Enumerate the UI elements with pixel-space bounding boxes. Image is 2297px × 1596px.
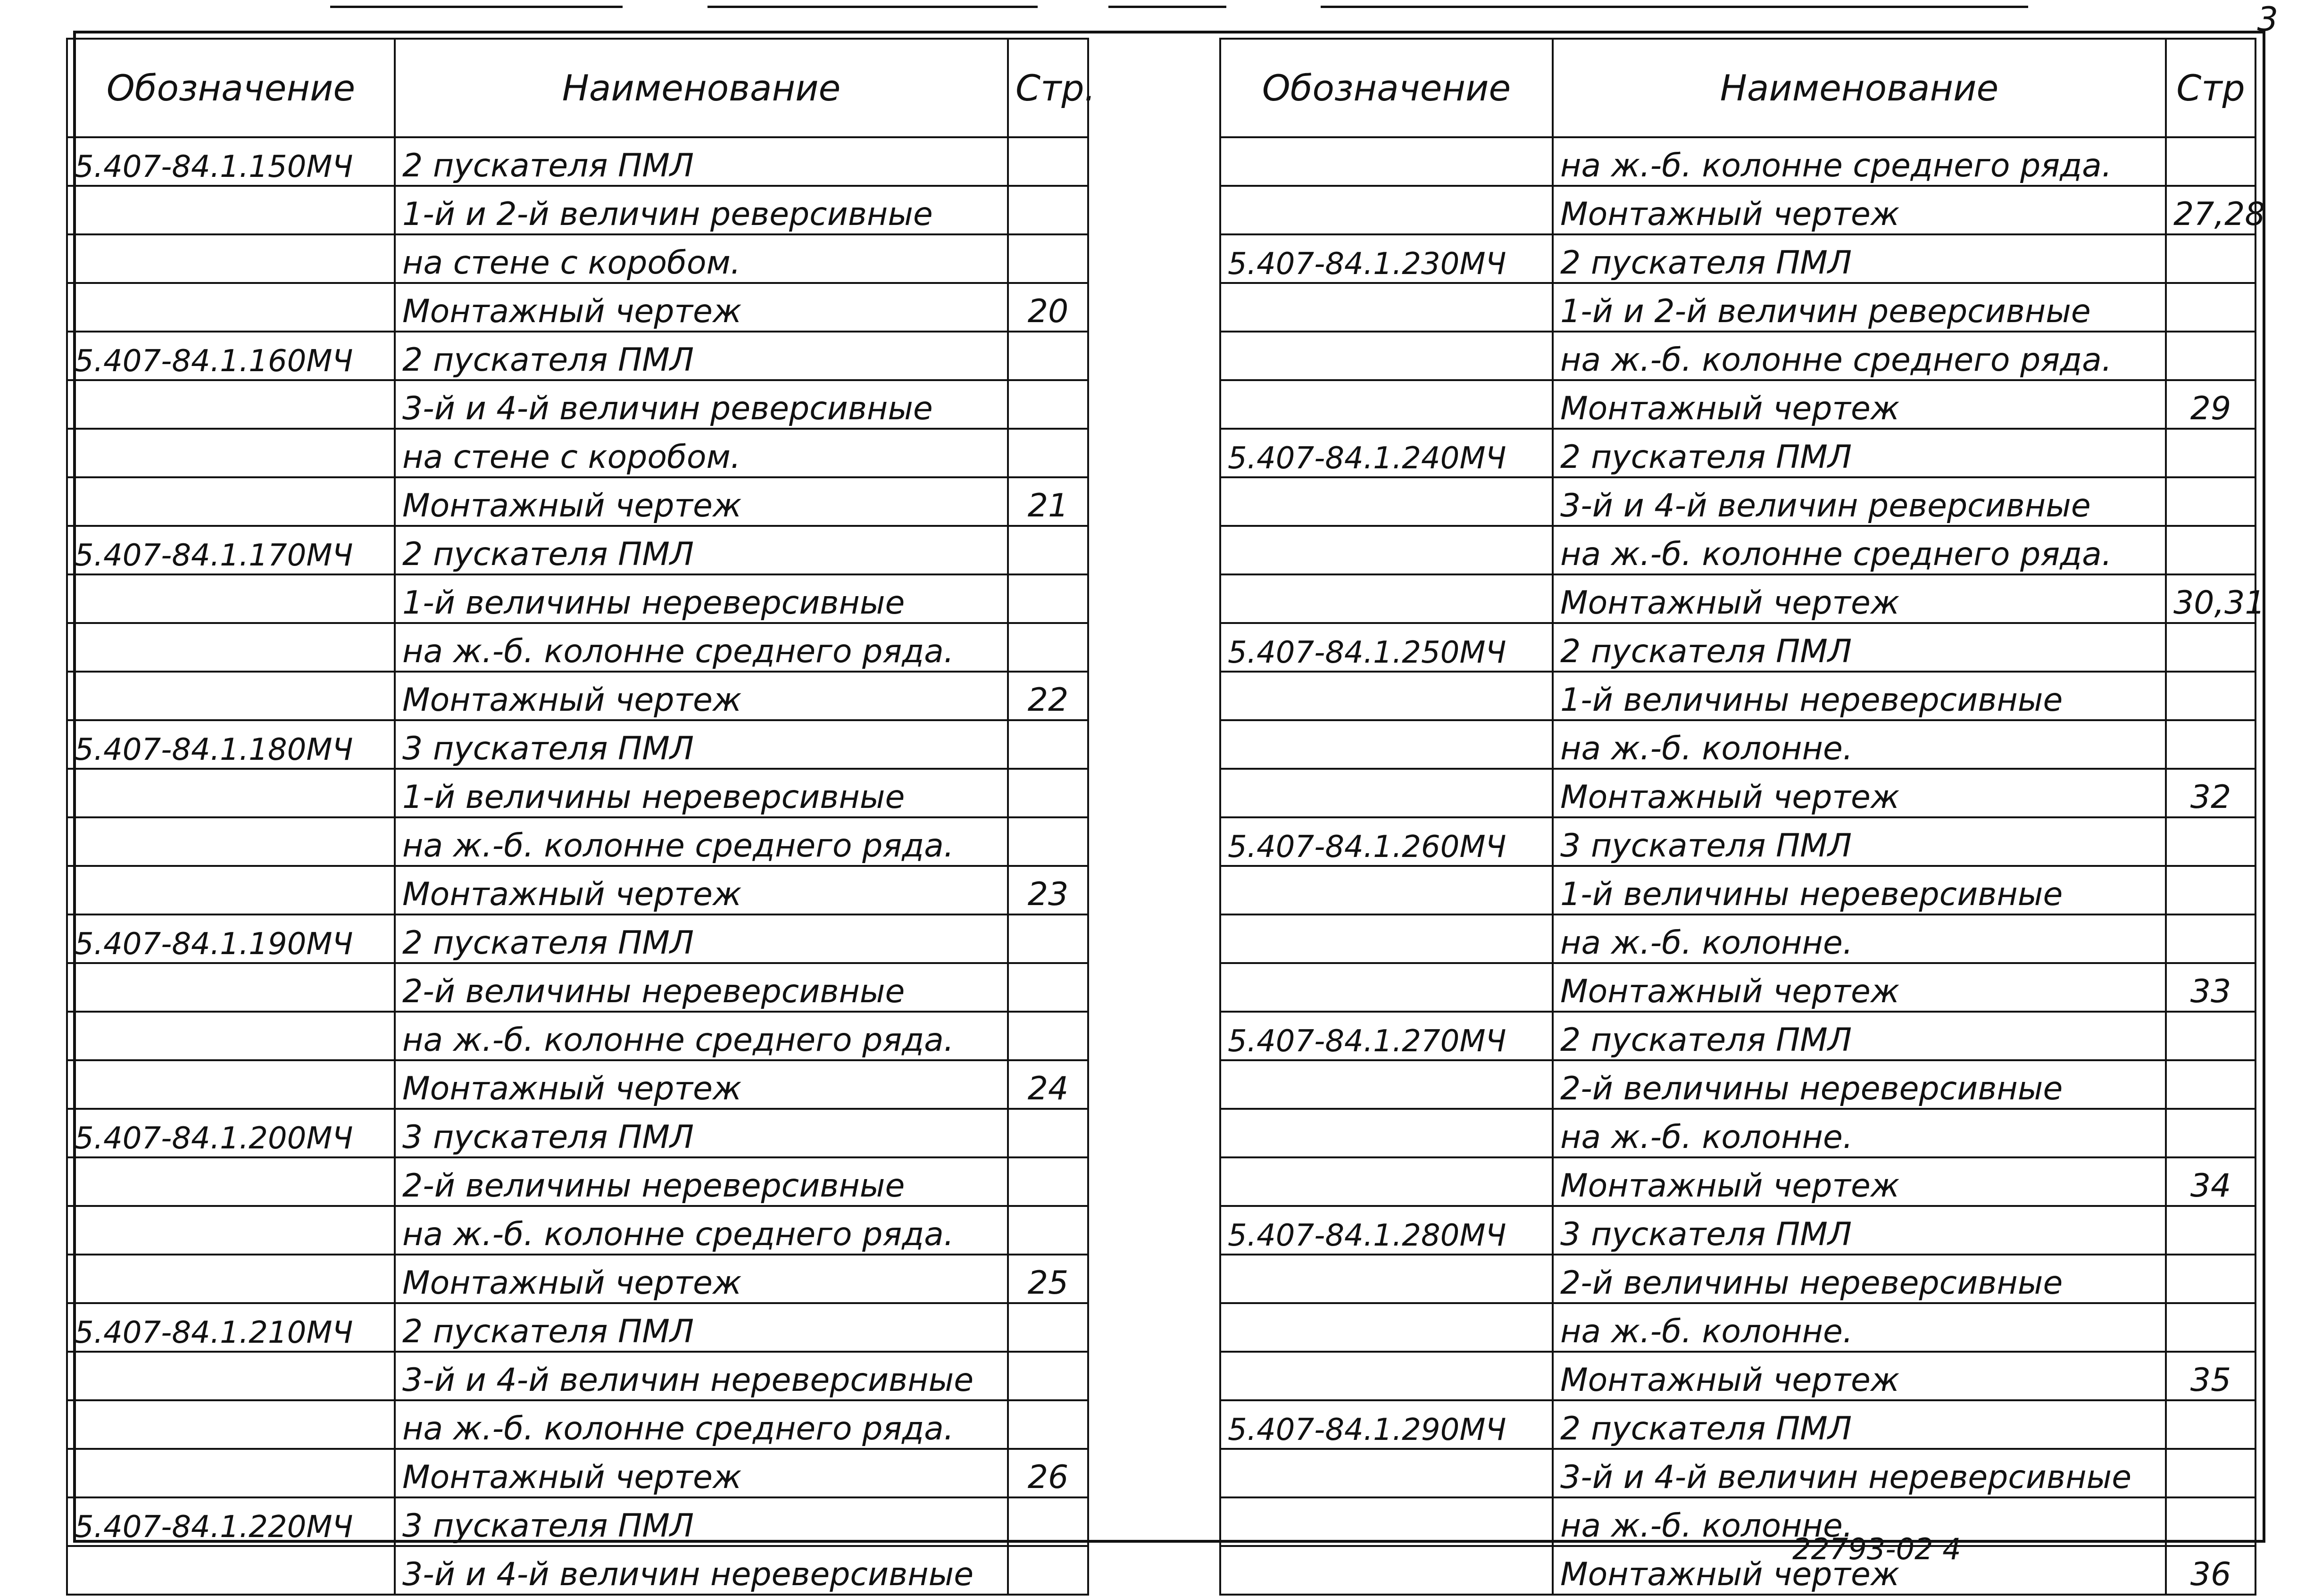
table-row: [1220, 1206, 2255, 1255]
table-row: [1220, 1449, 2255, 1497]
top-rule: [330, 6, 623, 8]
table-row: [1220, 866, 2255, 914]
table-row: [67, 1157, 1088, 1206]
table-row: [1220, 283, 2255, 332]
table-row: [1220, 672, 2255, 720]
designation-cell: [1220, 137, 1553, 186]
name-cell: 2 пускателя ПМЛ: [395, 1303, 1008, 1352]
page-cell: [2166, 1449, 2255, 1497]
designation-cell: 5.407-84.1.190МЧ: [67, 914, 395, 963]
table-row: [1220, 332, 2255, 380]
page-cell: [2166, 283, 2255, 332]
designation-cell: [1220, 186, 1553, 234]
page-cell: [1008, 186, 1088, 234]
table-row: [67, 137, 1088, 186]
designation-cell: [1220, 526, 1553, 574]
designation-cell: [67, 1255, 395, 1303]
page-cell: [1008, 1352, 1088, 1400]
name-cell: на ж.-б. колонне среднего ряда.: [1553, 137, 2166, 186]
name-cell: на ж.-б. колонне.: [1553, 1497, 2166, 1546]
name-column-header: Наименование: [1553, 39, 2166, 137]
name-cell: на стене с коробом.: [395, 429, 1008, 477]
designation-cell: 5.407-84.1.170МЧ: [67, 526, 395, 574]
header-row: [1220, 39, 2255, 137]
name-cell: 1-й и 2-й величин реверсивные: [1553, 283, 2166, 332]
page-cell: 24: [1008, 1060, 1088, 1109]
page-cell: 36: [2166, 1546, 2255, 1595]
page-cell: [1008, 332, 1088, 380]
table-row: [1220, 380, 2255, 429]
name-cell: Монтажный чертеж: [1553, 1157, 2166, 1206]
page-cell: 34: [2166, 1157, 2255, 1206]
name-cell: на ж.-б. колонне среднего ряда.: [395, 1206, 1008, 1255]
name-cell: на ж.-б. колонне среднего ряда.: [1553, 332, 2166, 380]
table-row: [67, 769, 1088, 817]
page-cell: [1008, 380, 1088, 429]
designation-cell: 5.407-84.1.230МЧ: [1220, 234, 1553, 283]
sheet-number: 3: [2257, 0, 2278, 39]
table-row: [67, 283, 1088, 332]
designation-cell: 5.407-84.1.240МЧ: [1220, 429, 1553, 477]
table-row: [1220, 1255, 2255, 1303]
page-cell: [2166, 866, 2255, 914]
table-row: [1220, 574, 2255, 623]
page-cell: 35: [2166, 1352, 2255, 1400]
designation-cell: 5.407-84.1.200МЧ: [67, 1109, 395, 1157]
name-cell: Монтажный чертеж: [395, 1060, 1008, 1109]
table-row: [67, 623, 1088, 672]
page-cell: [2166, 1255, 2255, 1303]
page-cell: [2166, 234, 2255, 283]
designation-cell: [1220, 1303, 1553, 1352]
designation-cell: [1220, 574, 1553, 623]
designation-cell: [67, 1546, 395, 1595]
page-cell: [2166, 720, 2255, 769]
designation-cell: [1220, 769, 1553, 817]
page-cell: [1008, 914, 1088, 963]
table-row: [67, 574, 1088, 623]
table-row: [1220, 1400, 2255, 1449]
name-cell: 3-й и 4-й величин нереверсивные: [1553, 1449, 2166, 1497]
designation-cell: [67, 769, 395, 817]
name-cell: Монтажный чертеж: [395, 477, 1008, 526]
designation-cell: [1220, 1060, 1553, 1109]
designation-cell: [67, 283, 395, 332]
name-cell: на ж.-б. колонне.: [1553, 1109, 2166, 1157]
designation-cell: [67, 1060, 395, 1109]
designation-cell: [67, 1400, 395, 1449]
page-cell: [2166, 332, 2255, 380]
table-row: [1220, 1109, 2255, 1157]
table-row: [1220, 526, 2255, 574]
name-cell: на ж.-б. колонне среднего ряда.: [395, 1400, 1008, 1449]
table-row: [1220, 186, 2255, 234]
table-row: [1220, 720, 2255, 769]
page-cell: [2166, 1060, 2255, 1109]
page-cell: 29: [2166, 380, 2255, 429]
page-cell: 33: [2166, 963, 2255, 1012]
name-cell: на ж.-б. колонне.: [1553, 720, 2166, 769]
table-row: [67, 477, 1088, 526]
designation-cell: [1220, 1449, 1553, 1497]
name-cell: 1-й и 2-й величин реверсивные: [395, 186, 1008, 234]
designation-cell: [67, 623, 395, 672]
page-cell: [1008, 1400, 1088, 1449]
designation-cell: [67, 429, 395, 477]
table-row: [67, 817, 1088, 866]
page-cell: [1008, 1012, 1088, 1060]
page-cell: [2166, 477, 2255, 526]
top-rule: [707, 6, 1038, 8]
name-cell: 2 пускателя ПМЛ: [1553, 1012, 2166, 1060]
name-cell: 1-й величины нереверсивные: [395, 769, 1008, 817]
designation-cell: 5.407-84.1.150МЧ: [67, 137, 395, 186]
name-cell: 3-й и 4-й величин нереверсивные: [395, 1352, 1008, 1400]
designation-cell: [67, 1352, 395, 1400]
designation-cell: [67, 817, 395, 866]
page-cell: 20: [1008, 283, 1088, 332]
name-cell: 2-й величины нереверсивные: [395, 963, 1008, 1012]
page-cell: 32: [2166, 769, 2255, 817]
designation-cell: [67, 1449, 395, 1497]
designation-cell: [1220, 866, 1553, 914]
name-cell: 3 пускателя ПМЛ: [395, 1497, 1008, 1546]
table-row: [67, 1109, 1088, 1157]
table-row: [67, 1255, 1088, 1303]
page-cell: [2166, 429, 2255, 477]
designation-cell: [1220, 283, 1553, 332]
designation-cell: [1220, 1497, 1553, 1546]
page-cell: [2166, 1206, 2255, 1255]
name-cell: 2 пускателя ПМЛ: [395, 332, 1008, 380]
table-row: [1220, 1012, 2255, 1060]
name-cell: на ж.-б. колонне.: [1553, 914, 2166, 963]
table-row: [67, 1303, 1088, 1352]
page-cell: 22: [1008, 672, 1088, 720]
page-cell: [1008, 1157, 1088, 1206]
table-row: [67, 1352, 1088, 1400]
name-cell: Монтажный чертеж: [395, 866, 1008, 914]
designation-cell: [67, 866, 395, 914]
designation-cell: [1220, 672, 1553, 720]
designation-cell: [1220, 1255, 1553, 1303]
table-row: [67, 1497, 1088, 1546]
page-cell: [2166, 1303, 2255, 1352]
name-cell: на стене с коробом.: [395, 234, 1008, 283]
page-cell: [1008, 1303, 1088, 1352]
table-row: [67, 963, 1088, 1012]
table-row: [1220, 1157, 2255, 1206]
designation-cell: 5.407-84.1.210МЧ: [67, 1303, 395, 1352]
page-cell: [1008, 963, 1088, 1012]
page-cell: 23: [1008, 866, 1088, 914]
table-row: [1220, 769, 2255, 817]
name-cell: 2 пускателя ПМЛ: [395, 137, 1008, 186]
page-cell: [1008, 137, 1088, 186]
designation-cell: 5.407-84.1.260МЧ: [1220, 817, 1553, 866]
name-cell: 2-й величины нереверсивные: [1553, 1255, 2166, 1303]
table-row: [1220, 1060, 2255, 1109]
name-column-header: Наименование: [395, 39, 1008, 137]
page-column-header: Стр.: [1008, 39, 1088, 137]
name-cell: Монтажный чертеж: [395, 672, 1008, 720]
top-rule: [1108, 6, 1226, 8]
designation-cell: [67, 234, 395, 283]
name-cell: на ж.-б. колонне среднего ряда.: [395, 623, 1008, 672]
name-cell: Монтажный чертеж: [1553, 380, 2166, 429]
name-cell: 1-й величины нереверсивные: [1553, 672, 2166, 720]
table-row: [1220, 1352, 2255, 1400]
designation-cell: [67, 1012, 395, 1060]
spec-table-right: [1219, 38, 2265, 1596]
top-rule: [1321, 6, 2028, 8]
designation-cell: [1220, 914, 1553, 963]
name-cell: 3 пускателя ПМЛ: [395, 1109, 1008, 1157]
spec-table-left: [66, 38, 1096, 1596]
designation-cell: 5.407-84.1.250МЧ: [1220, 623, 1553, 672]
name-cell: 2 пускателя ПМЛ: [1553, 623, 2166, 672]
designation-cell: [67, 963, 395, 1012]
name-cell: Монтажный чертеж: [1553, 186, 2166, 234]
designation-cell: 5.407-84.1.220МЧ: [67, 1497, 395, 1546]
table-row: [67, 1012, 1088, 1060]
page-cell: [2166, 817, 2255, 866]
designation-cell: 5.407-84.1.160МЧ: [67, 332, 395, 380]
name-cell: на ж.-б. колонне среднего ряда.: [395, 817, 1008, 866]
designation-cell: [67, 380, 395, 429]
page-cell: [1008, 817, 1088, 866]
table-row: [67, 380, 1088, 429]
designation-cell: [67, 672, 395, 720]
page-cell: [1008, 623, 1088, 672]
designation-cell: [67, 186, 395, 234]
page-cell: 21: [1008, 477, 1088, 526]
name-cell: 3 пускателя ПМЛ: [395, 720, 1008, 769]
designation-cell: [1220, 332, 1553, 380]
name-cell: 2-й величины нереверсивные: [395, 1157, 1008, 1206]
table-row: [1220, 817, 2255, 866]
name-cell: Монтажный чертеж: [395, 1255, 1008, 1303]
table-row: [67, 186, 1088, 234]
designation-cell: [1220, 1546, 1553, 1595]
designation-cell: [1220, 477, 1553, 526]
name-cell: Монтажный чертеж: [1553, 1352, 2166, 1400]
table-row: [67, 234, 1088, 283]
page-cell: [1008, 769, 1088, 817]
page-cell: [2166, 623, 2255, 672]
designation-cell: [1220, 963, 1553, 1012]
page-cell: [2166, 1400, 2255, 1449]
header-row: [67, 39, 1088, 137]
table-row: [1220, 623, 2255, 672]
table-row: [67, 1400, 1088, 1449]
page-column-header: Стр: [2166, 39, 2255, 137]
designation-cell: [67, 1157, 395, 1206]
page-cell: 27,28: [2166, 186, 2255, 234]
name-cell: на ж.-б. колонне среднего ряда.: [395, 1012, 1008, 1060]
page-cell: [1008, 574, 1088, 623]
table-row: [1220, 137, 2255, 186]
name-cell: Монтажный чертеж: [1553, 963, 2166, 1012]
page-cell: [2166, 1109, 2255, 1157]
page-cell: [1008, 234, 1088, 283]
page-cell: 26: [1008, 1449, 1088, 1497]
table-row: [67, 720, 1088, 769]
designation-cell: [67, 477, 395, 526]
page-cell: 25: [1008, 1255, 1088, 1303]
table-row: [1220, 429, 2255, 477]
table-row: [1220, 1546, 2255, 1595]
table-row: [67, 672, 1088, 720]
code-column-header: Обозначение: [1220, 39, 1553, 137]
page-cell: [1008, 429, 1088, 477]
page-cell: [2166, 1012, 2255, 1060]
table-row: [67, 526, 1088, 574]
designation-cell: [67, 1206, 395, 1255]
name-cell: 2 пускателя ПМЛ: [395, 526, 1008, 574]
name-cell: Монтажный чертеж: [1553, 574, 2166, 623]
table-row: [67, 1060, 1088, 1109]
name-cell: на ж.-б. колонне среднего ряда.: [1553, 526, 2166, 574]
table-row: [67, 914, 1088, 963]
name-cell: 3 пускателя ПМЛ: [1553, 1206, 2166, 1255]
name-cell: 1-й величины нереверсивные: [395, 574, 1008, 623]
name-cell: 1-й величины нереверсивные: [1553, 866, 2166, 914]
table-row: [1220, 914, 2255, 963]
name-cell: Монтажный чертеж: [395, 1449, 1008, 1497]
page-cell: [1008, 526, 1088, 574]
designation-cell: 5.407-84.1.270МЧ: [1220, 1012, 1553, 1060]
table-row: [1220, 234, 2255, 283]
page-cell: [1008, 1109, 1088, 1157]
designation-cell: 5.407-84.1.280МЧ: [1220, 1206, 1553, 1255]
table-row: [1220, 963, 2255, 1012]
page-cell: [2166, 1497, 2255, 1546]
designation-cell: [1220, 1157, 1553, 1206]
name-cell: 3-й и 4-й величин реверсивные: [1553, 477, 2166, 526]
page-cell: [1008, 1206, 1088, 1255]
designation-cell: [67, 574, 395, 623]
page-cell: [2166, 914, 2255, 963]
name-cell: Монтажный чертеж: [395, 283, 1008, 332]
table-row: [67, 429, 1088, 477]
page-cell: [1008, 1546, 1088, 1595]
name-cell: Монтажный чертеж: [1553, 1546, 2166, 1595]
table-row: [1220, 477, 2255, 526]
table-row: [67, 1449, 1088, 1497]
page-cell: 30,31: [2166, 574, 2255, 623]
designation-cell: 5.407-84.1.180МЧ: [67, 720, 395, 769]
designation-cell: [1220, 1352, 1553, 1400]
code-column-header: Обозначение: [67, 39, 395, 137]
table-row: [1220, 1497, 2255, 1546]
designation-cell: 5.407-84.1.290МЧ: [1220, 1400, 1553, 1449]
designation-cell: [1220, 1109, 1553, 1157]
name-cell: 2-й величины нереверсивные: [1553, 1060, 2166, 1109]
page-cell: [1008, 1497, 1088, 1546]
page-cell: [2166, 137, 2255, 186]
designation-cell: [1220, 720, 1553, 769]
page-cell: [1008, 720, 1088, 769]
table-row: [67, 1546, 1088, 1595]
name-cell: на ж.-б. колонне.: [1553, 1303, 2166, 1352]
page-cell: [2166, 672, 2255, 720]
table-row: [67, 1206, 1088, 1255]
table-row: [1220, 1303, 2255, 1352]
name-cell: 2 пускателя ПМЛ: [1553, 234, 2166, 283]
name-cell: 2 пускателя ПМЛ: [1553, 1400, 2166, 1449]
name-cell: 3 пускателя ПМЛ: [1553, 817, 2166, 866]
table-row: [67, 332, 1088, 380]
name-cell: 3-й и 4-й величин реверсивные: [395, 380, 1008, 429]
name-cell: 2 пускателя ПМЛ: [395, 914, 1008, 963]
name-cell: Монтажный чертеж: [1553, 769, 2166, 817]
table-row: [67, 866, 1088, 914]
page-cell: [2166, 526, 2255, 574]
name-cell: 2 пускателя ПМЛ: [1553, 429, 2166, 477]
footer-document-code: 22793-02 4: [1792, 1532, 1961, 1566]
designation-cell: [1220, 380, 1553, 429]
name-cell: 3-й и 4-й величин нереверсивные: [395, 1546, 1008, 1595]
